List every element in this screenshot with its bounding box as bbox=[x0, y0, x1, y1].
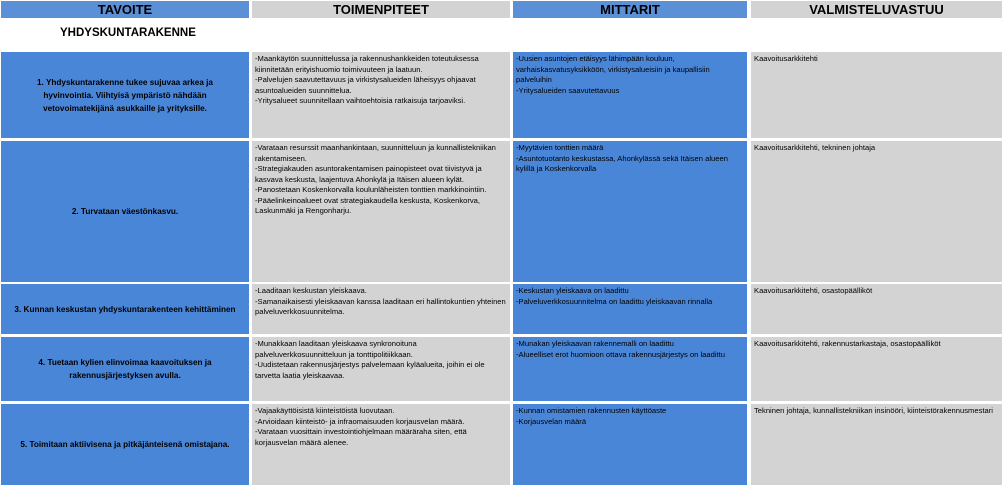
goal-text: 4. Tuetaan kylien elinvoimaa kaavoituksen ja rakennusjärjestyksen avulla. bbox=[38, 358, 212, 380]
metric-item: -Keskustan yleiskaava on laadittu bbox=[516, 286, 629, 295]
header-goal: TAVOITE bbox=[1, 1, 249, 18]
action-item: -Strategiakauden asuntorakentamisen painopisteet ovat tiivistyvä ja kasvava keskusta, laajentuva Ahonkylä ja Itäisen alueen kylät. bbox=[255, 164, 484, 184]
header-actions: TOIMENPITEET bbox=[252, 1, 510, 18]
actions-cell-4 bbox=[252, 337, 510, 401]
action-item: -Varataan vuosittain investointiohjelmaan määräraha siten, että korjausvelan määrä alenee. bbox=[255, 427, 469, 447]
metric-item: -Yritysalueiden saavutettavuus bbox=[516, 85, 620, 95]
metrics-cell-1 bbox=[513, 52, 747, 138]
metric-item: -Munakan yleiskaavan rakennemalli on laadittu bbox=[516, 339, 674, 348]
action-item: -Palvelujen saavutettavuus ja virkistysalueiden läheisyys ohjaavat asuntoalueiden suunnittelua. bbox=[255, 75, 478, 95]
goal-text: 2. Turvataan väestönkasvu. bbox=[71, 207, 179, 216]
metric-item: -Palveluverkkosuunnitelma on laadittu yleiskaavan rinnalla bbox=[516, 296, 713, 306]
action-item: -Vajaakäyttöisistä kiinteistöistä luovutaan. bbox=[255, 406, 395, 415]
action-item: -Panostetaan Koskenkorvalla koulunläheisten tonttien markkinointiin. bbox=[255, 185, 487, 194]
actions-cell-5 bbox=[252, 404, 510, 485]
responsible-text: Kaavoitusarkkitehti, osastopäälliköt bbox=[754, 286, 873, 295]
metric-item: -Myytävien tonttien määrä bbox=[516, 143, 604, 152]
header-metrics: MITTARIT bbox=[513, 1, 747, 18]
metric-item: -Korjausvelan määrä bbox=[516, 416, 587, 426]
responsible-cell-1 bbox=[751, 52, 1002, 138]
metrics-cell-5 bbox=[513, 404, 747, 485]
responsible-text: Kaavoitusarkkitehti, rakennustarkastaja, osastopäälliköt bbox=[754, 339, 941, 348]
metrics-cell-3 bbox=[513, 284, 747, 334]
responsible-cell-2 bbox=[751, 141, 1002, 282]
metrics-cell-4 bbox=[513, 337, 747, 401]
responsible-cell-5 bbox=[751, 404, 1002, 485]
action-item: -Samanaikaisesti yleiskaavan kanssa laaditaan eri hallintokuntien yhteinen palveluverkkosuunnitelma. bbox=[255, 296, 508, 316]
action-item: -Munakkaan laaditaan yleiskaava synkronoituna palveluverkkosuunnitteluun ja tonttipolitiikkaan. bbox=[255, 339, 419, 359]
responsible-cell-4 bbox=[751, 337, 1002, 401]
action-item: -Uudistetaan rakennusjärjestys palvelemaan kyläalueita, joihin ei ole tarvetta laatia yleiskaavaa. bbox=[255, 360, 487, 380]
actions-cell-1 bbox=[252, 52, 510, 138]
actions-cell-2 bbox=[252, 141, 510, 282]
metrics-cell-2 bbox=[513, 141, 747, 282]
action-item: -Laaditaan keskustan yleiskaava. bbox=[255, 286, 367, 295]
goal-cell-4 bbox=[1, 337, 249, 401]
goal-cell-5 bbox=[1, 404, 249, 485]
header-responsible: VALMISTELUVASTUU bbox=[751, 1, 1002, 18]
responsible-text: Tekninen johtaja, kunnallistekniikan insinööri, kiinteistörakennusmestari bbox=[754, 406, 993, 415]
actions-cell-3 bbox=[252, 284, 510, 334]
action-item: -Maankäytön suunnittelussa ja rakennushankkeiden toteutuksessa kiinnitetään erityishuomio toimivuuteen ja laatuun. bbox=[255, 54, 481, 74]
action-item: -Arvioidaan kiinteistö- ja infraomaisuuden korjausvelan määrä. bbox=[255, 416, 465, 426]
responsible-text: Kaavoitusarkkitehti, tekninen johtaja bbox=[754, 143, 876, 152]
action-item: -Pääelinkeinoalueet ovat strategiakaudella keskusta, Koskenkorva, Laskunmäki ja Rengonharju. bbox=[255, 195, 483, 215]
action-item: -Varataan resurssit maanhankintaan, suunnitteluun ja kunnallistekniikan rakentamiseen. bbox=[255, 143, 499, 163]
metric-item: -Uusien asuntojen etäisyys lähimpään kouluun, varhaiskasvatusyksikköön, virkistysalueisiin ja kaupallisiin palveluihin bbox=[516, 54, 712, 84]
goal-text: 1. Yhdyskuntarakenne tukee sujuvaa arkea ja hyvinvointia. Viihtyisä ympäristö nähdään vetovoimatekijänä asukkaille ja yrityksille. bbox=[37, 77, 213, 113]
metric-item: -Kunnan omistamien rakennusten käyttöaste bbox=[516, 406, 667, 415]
responsible-cell-3 bbox=[751, 284, 1002, 334]
responsible-text: Kaavoitusarkkitehti bbox=[754, 54, 818, 63]
metric-item: -Asuntotuotanto keskustassa, Ahonkylässä sekä Itäisen alueen kylillä ja Koskenkorvalla bbox=[516, 153, 731, 173]
goal-text: 5. Toimitaan aktiivisena ja pitkäjänteisenä omistajana. bbox=[20, 440, 230, 449]
goal-cell-2 bbox=[1, 141, 249, 282]
metric-item: -Alueelliset erot huomioon ottava rakennusjärjestys on laadittu bbox=[516, 349, 725, 359]
goal-cell-3 bbox=[1, 284, 249, 334]
section-title: YHDYSKUNTARAKENNE bbox=[60, 27, 196, 39]
action-item: -Yritysalueet suunnitellaan vaihtoehtoisia ratkaisuja tarjoaviksi. bbox=[255, 96, 466, 105]
goal-cell-1 bbox=[1, 52, 249, 138]
goal-text: 3. Kunnan keskustan yhdyskuntarakenteen kehittäminen bbox=[14, 304, 236, 314]
